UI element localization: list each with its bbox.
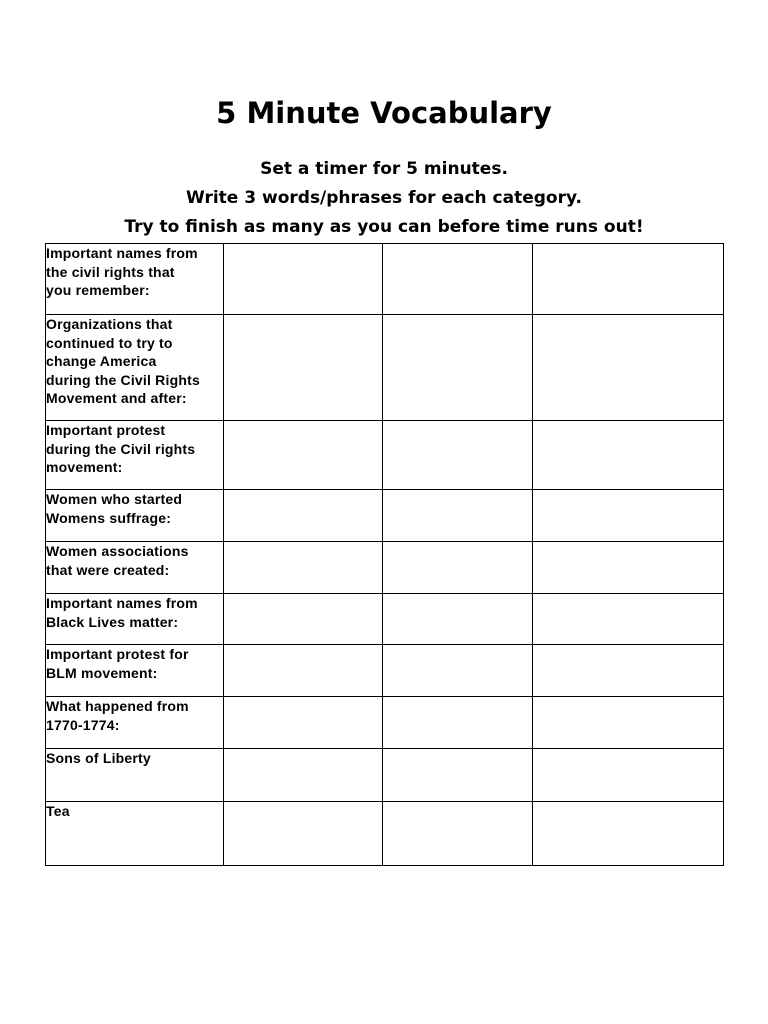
answer-cell[interactable] xyxy=(224,490,383,542)
answer-cell[interactable] xyxy=(383,315,533,421)
category-label-text: Important protest during the Civil rights movement: xyxy=(46,422,196,475)
category-label-text: Important names from the civil rights that you remember: xyxy=(46,245,198,298)
table-row xyxy=(46,697,724,749)
table-row xyxy=(46,542,724,594)
category-label-text: Women who started Womens suffrage: xyxy=(46,491,183,526)
instruction-line: Write 3 words/phrases for each category. xyxy=(186,188,582,208)
answer-cell[interactable] xyxy=(224,802,383,866)
table-row xyxy=(46,802,724,866)
answer-cell[interactable] xyxy=(383,749,533,802)
page-title: 5 Minute Vocabulary xyxy=(216,96,552,130)
table-row xyxy=(46,244,724,315)
category-label xyxy=(46,315,224,421)
answer-cell[interactable] xyxy=(533,802,724,866)
answer-cell[interactable] xyxy=(383,421,533,490)
category-label xyxy=(46,542,224,594)
category-label-text: Organizations that continued to try to change America during the Civil Rights Movement and after: xyxy=(46,316,200,406)
instruction-line: Set a timer for 5 minutes. xyxy=(260,159,508,179)
answer-cell[interactable] xyxy=(383,697,533,749)
category-label-text: What happened from 1770-1774: xyxy=(46,698,189,733)
answer-cell[interactable] xyxy=(533,244,724,315)
category-label xyxy=(46,802,224,866)
answer-cell[interactable] xyxy=(224,542,383,594)
answer-cell[interactable] xyxy=(533,315,724,421)
answer-cell[interactable] xyxy=(533,542,724,594)
vocabulary-table xyxy=(45,243,724,866)
category-label xyxy=(46,749,224,802)
answer-cell[interactable] xyxy=(383,490,533,542)
answer-cell[interactable] xyxy=(533,490,724,542)
answer-cell[interactable] xyxy=(533,749,724,802)
answer-cell[interactable] xyxy=(224,697,383,749)
answer-cell[interactable] xyxy=(383,244,533,315)
category-label xyxy=(46,490,224,542)
answer-cell[interactable] xyxy=(383,802,533,866)
table-row xyxy=(46,490,724,542)
answer-cell[interactable] xyxy=(224,315,383,421)
instructions xyxy=(0,155,768,242)
table-row xyxy=(46,421,724,490)
table-row xyxy=(46,594,724,645)
answer-cell[interactable] xyxy=(533,421,724,490)
category-label xyxy=(46,421,224,490)
instruction-line: Try to finish as many as you can before time runs out! xyxy=(124,217,644,237)
category-label xyxy=(46,244,224,315)
answer-cell[interactable] xyxy=(224,244,383,315)
category-label xyxy=(46,645,224,697)
category-label xyxy=(46,594,224,645)
answer-cell[interactable] xyxy=(224,749,383,802)
answer-cell[interactable] xyxy=(533,697,724,749)
table-row xyxy=(46,645,724,697)
category-label-text: Important protest for BLM movement: xyxy=(46,646,189,681)
answer-cell[interactable] xyxy=(224,594,383,645)
answer-cell[interactable] xyxy=(383,645,533,697)
category-label-text: Sons of Liberty xyxy=(46,750,151,766)
category-label-text: Women associations that were created: xyxy=(46,543,189,578)
answer-cell[interactable] xyxy=(224,645,383,697)
answer-cell[interactable] xyxy=(383,594,533,645)
table-row xyxy=(46,749,724,802)
category-label-text: Tea xyxy=(46,803,70,819)
table-row xyxy=(46,315,724,421)
answer-cell[interactable] xyxy=(224,421,383,490)
category-label-text: Important names from Black Lives matter: xyxy=(46,595,198,630)
answer-cell[interactable] xyxy=(383,542,533,594)
category-label xyxy=(46,697,224,749)
answer-cell[interactable] xyxy=(533,594,724,645)
answer-cell[interactable] xyxy=(533,645,724,697)
